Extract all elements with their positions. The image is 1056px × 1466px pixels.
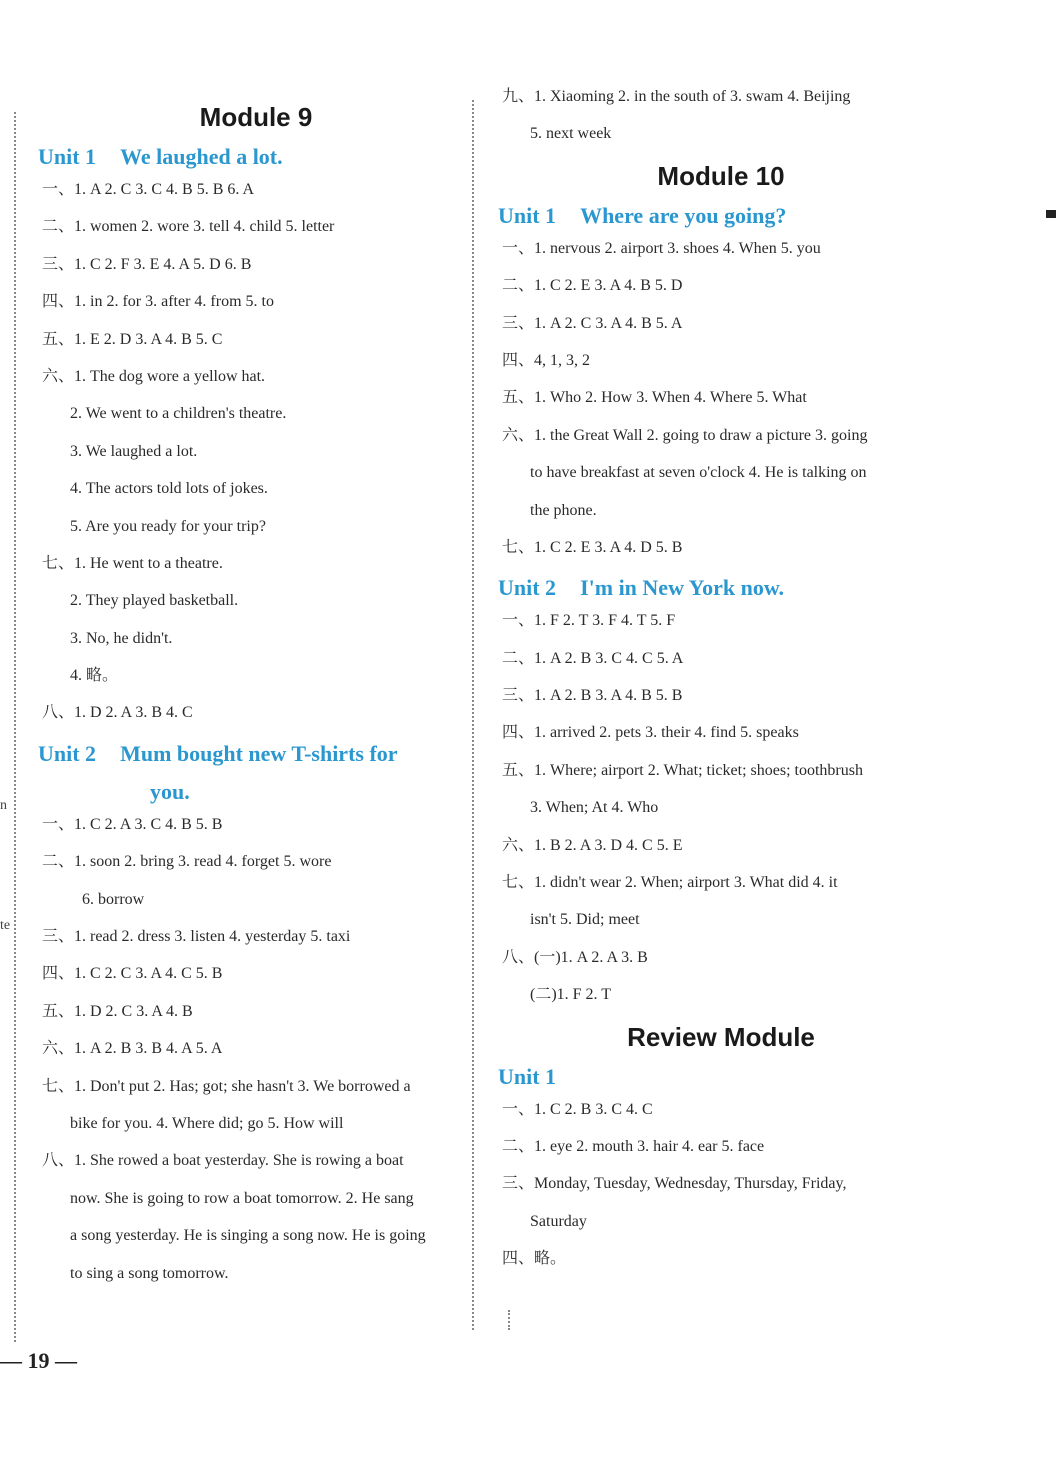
unit-label: Unit 1 bbox=[38, 144, 97, 169]
unit-title-continued: you. bbox=[150, 778, 190, 804]
answer-line: 3. No, he didn't. bbox=[70, 629, 173, 647]
module-9-title: Module 9 bbox=[199, 102, 313, 132]
page-number: — 19 — bbox=[0, 1348, 77, 1373]
answer-line: 六、1. the Great Wall 2. going to draw a picture 3. going bbox=[502, 426, 868, 444]
answer-line: 3. We laughed a lot. bbox=[70, 442, 198, 460]
review-module-title: Review Module bbox=[627, 1021, 815, 1052]
answer-line: 4. 略。 bbox=[70, 667, 119, 685]
answer-line: 四、1. C 2. C 3. A 4. C 5. B bbox=[42, 965, 223, 983]
answer-line: Saturday bbox=[530, 1212, 587, 1230]
unit-label: Unit 2 bbox=[498, 575, 557, 601]
answer-line: 五、1. Where; airport 2. What; ticket; shoes; toothbrush bbox=[502, 761, 863, 779]
unit-title-text: Mum bought new T-shirts for bbox=[120, 740, 398, 766]
answer-line: the phone. bbox=[530, 501, 597, 519]
answer-line: 六、1. B 2. A 3. D 4. C 5. E bbox=[502, 836, 683, 854]
answer-line: 一、1. F 2. T 3. F 4. T 5. F bbox=[502, 612, 676, 630]
answer-line: 五、1. D 2. C 3. A 4. B bbox=[42, 1002, 193, 1020]
left-divider bbox=[14, 112, 16, 1342]
answer-line: 九、1. Xiaoming 2. in the south of 3. swam 4. Beijing bbox=[502, 88, 851, 105]
unit-label: Unit 1 bbox=[498, 1063, 557, 1089]
answer-line: to have breakfast at seven o'clock 4. He is talking on bbox=[530, 464, 867, 482]
unit-label: Unit 2 bbox=[38, 740, 97, 766]
review-units bbox=[496, 1063, 946, 1271]
edge-fragment-2: te bbox=[0, 918, 11, 933]
answer-line: 六、1. A 2. B 3. B 4. A 5. A bbox=[42, 1040, 223, 1058]
answer-line: 七、1. He went to a theatre. bbox=[42, 554, 223, 572]
answer-line: 四、4, 1, 3, 2 bbox=[502, 351, 591, 369]
answer-line: 一、1. C 2. A 3. C 4. B 5. B bbox=[42, 815, 223, 833]
answer-line: 五、1. Who 2. How 3. When 4. Where 5. What bbox=[502, 389, 807, 407]
answer-line: isn't 5. Did; meet bbox=[530, 911, 640, 929]
left-units bbox=[36, 143, 476, 1285]
answer-line: now. She is going to row a boat tomorrow. 2. He sang bbox=[70, 1189, 414, 1207]
unit-heading bbox=[498, 574, 946, 602]
answer-line: 三、1. read 2. dress 3. listen 4. yesterday 5. taxi bbox=[42, 928, 351, 946]
unit-label: Unit 1 bbox=[498, 202, 557, 228]
unit-heading bbox=[38, 143, 476, 171]
answer-line: 三、1. A 2. C 3. A 4. B 5. A bbox=[502, 314, 683, 332]
answer-line: 3. When; At 4. Who bbox=[530, 799, 659, 817]
answer-line: 4. The actors told lots of jokes. bbox=[70, 480, 268, 498]
answer-line: 二、1. eye 2. mouth 3. hair 4. ear 5. face bbox=[502, 1137, 765, 1155]
unit-heading bbox=[498, 202, 946, 230]
carry-over-answers bbox=[496, 86, 946, 145]
answer-line: 五、1. E 2. D 3. A 4. B 5. C bbox=[42, 330, 223, 348]
answer-line: 6. borrow bbox=[82, 890, 145, 908]
answer-line: 一、1. A 2. C 3. C 4. B 5. B 6. A bbox=[42, 181, 255, 198]
unit-heading bbox=[38, 740, 476, 806]
answer-line: 二、1. soon 2. bring 3. read 4. forget 5. wore bbox=[42, 853, 332, 871]
answer-line: 四、略。 bbox=[502, 1250, 567, 1268]
answer-line: bike for you. 4. Where did; go 5. How will bbox=[70, 1114, 344, 1132]
answer-line: 一、1. nervous 2. airport 3. shoes 4. When 5. you bbox=[502, 239, 821, 257]
answer-line: 2. We went to a children's theatre. bbox=[70, 405, 287, 423]
right-units bbox=[496, 202, 946, 1006]
answer-line: a song yesterday. He is singing a song now. He is going bbox=[70, 1227, 426, 1245]
edge-fragment-1: n bbox=[0, 798, 7, 813]
answer-line: 七、1. Don't put 2. Has; got; she hasn't 3. We borrowed a bbox=[42, 1077, 411, 1095]
answer-line: 2. They played basketball. bbox=[70, 592, 239, 610]
answer-line: 四、1. in 2. for 3. after 4. from 5. to bbox=[42, 293, 274, 311]
answer-line: 5. next week bbox=[530, 125, 612, 143]
answer-line: 三、1. C 2. F 3. E 4. A 5. D 6. B bbox=[42, 255, 252, 273]
answer-line: 二、1. women 2. wore 3. tell 4. child 5. letter bbox=[42, 218, 335, 236]
answer-line: 二、1. A 2. B 3. C 4. C 5. A bbox=[502, 649, 684, 667]
answer-line: 六、1. The dog wore a yellow hat. bbox=[42, 367, 266, 385]
answer-line: 七、1. didn't wear 2. When; airport 3. What did 4. it bbox=[502, 874, 838, 892]
answer-line: 三、1. A 2. B 3. A 4. B 5. B bbox=[502, 687, 683, 705]
right-column bbox=[496, 86, 946, 1286]
answer-line: (二)1. F 2. T bbox=[530, 986, 612, 1004]
answer-line: 八、1. She rowed a boat yesterday. She is rowing a boat bbox=[42, 1152, 404, 1170]
answer-line: 二、1. C 2. E 3. A 4. B 5. D bbox=[502, 277, 683, 295]
answer-line: 四、1. arrived 2. pets 3. their 4. find 5. speaks bbox=[502, 724, 799, 742]
answer-line: 三、Monday, Tuesday, Wednesday, Thursday, Friday, bbox=[502, 1175, 847, 1193]
answer-line: 八、(一)1. A 2. A 3. B bbox=[502, 948, 648, 966]
answer-line: 5. Are you ready for your trip? bbox=[70, 517, 266, 535]
right-divider bbox=[508, 1310, 510, 1330]
answer-line: 七、1. C 2. E 3. A 4. D 5. B bbox=[502, 538, 683, 556]
page-number-value: 19 bbox=[27, 1348, 50, 1373]
edge-mark bbox=[1046, 210, 1056, 218]
unit-title-text: I'm in New York now. bbox=[580, 575, 784, 601]
unit-heading bbox=[498, 1063, 946, 1091]
unit-title-text: We laughed a lot. bbox=[120, 144, 283, 169]
answer-line: to sing a song tomorrow. bbox=[70, 1264, 229, 1282]
unit-title-text: Where are you going? bbox=[580, 202, 787, 228]
module-10-title: Module 10 bbox=[657, 160, 785, 191]
answer-line: 一、1. C 2. B 3. C 4. C bbox=[502, 1100, 653, 1118]
left-column bbox=[36, 96, 476, 1300]
answer-line: 八、1. D 2. A 3. B 4. C bbox=[42, 704, 193, 722]
